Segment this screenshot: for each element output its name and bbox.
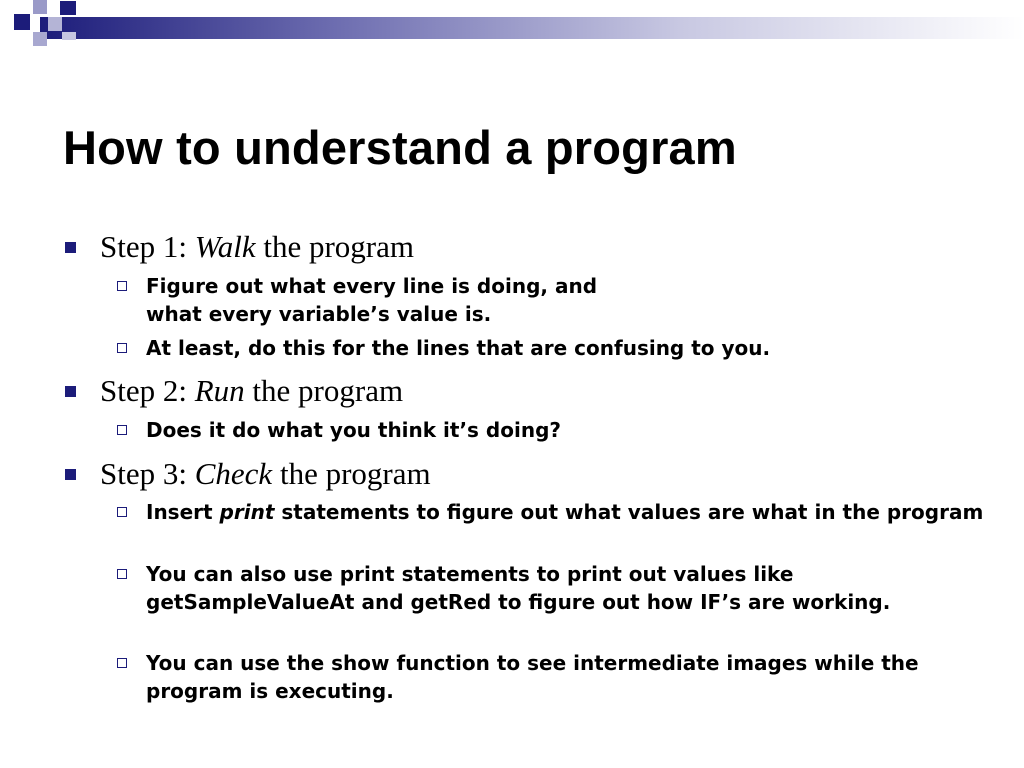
sub-text: Insert [146, 500, 220, 524]
square-bullet-icon [65, 242, 76, 253]
sub-text: statements to figure out what values are what in the program [274, 500, 984, 524]
step-2-suffix: the program [244, 373, 404, 408]
square-bullet-icon [65, 386, 76, 397]
hollow-square-bullet-icon [117, 658, 127, 668]
step-1-verb: Walk [194, 229, 256, 264]
print-keyword: print [219, 500, 275, 524]
step-3-verb: Check [194, 456, 273, 491]
decor-square [62, 32, 76, 40]
step-2-bullet [100, 373, 403, 409]
step-3-prefix: Step 3: [100, 456, 195, 491]
step-3-sub-2 [146, 560, 986, 616]
sub-text: You can also use print statements to print out values like getSampleValueAt and getRed to figure out how IF’s are working. [146, 562, 891, 614]
square-bullet-icon [65, 469, 76, 480]
hollow-square-bullet-icon [117, 343, 127, 353]
sub-line: what every variable’s value is. [146, 302, 492, 326]
sub-line: Figure out what every line is doing, and [146, 274, 598, 298]
step-3-bullet [100, 456, 431, 492]
step-2-prefix: Step 2: [100, 373, 195, 408]
header-gradient-bar [40, 17, 1024, 39]
sub-line: At least, do this for the lines that are confusing to you. [146, 336, 771, 360]
hollow-square-bullet-icon [117, 281, 127, 291]
step-1-bullet [100, 229, 414, 265]
step-2-sub-1 [146, 416, 986, 444]
decor-square [33, 32, 47, 46]
hollow-square-bullet-icon [117, 569, 127, 579]
step-3-sub-3 [146, 649, 986, 705]
step-1-sub-2 [146, 334, 986, 362]
slide-title: How to understand a program [63, 121, 737, 174]
sub-text: You can use the show function to see intermediate images while the program is executing. [146, 651, 919, 703]
step-1-suffix: the program [255, 229, 414, 264]
hollow-square-bullet-icon [117, 507, 127, 517]
decor-square [48, 17, 62, 31]
step-2-verb: Run [194, 373, 245, 408]
step-1-sub-1 [146, 272, 986, 328]
decor-square [33, 0, 47, 14]
decor-square [14, 14, 30, 30]
step-1-prefix: Step 1: [100, 229, 195, 264]
hollow-square-bullet-icon [117, 425, 127, 435]
step-3-suffix: the program [272, 456, 431, 491]
sub-line: Does it do what you think it’s doing? [146, 418, 561, 442]
step-3-sub-1 [146, 498, 986, 526]
decor-square [60, 1, 76, 15]
